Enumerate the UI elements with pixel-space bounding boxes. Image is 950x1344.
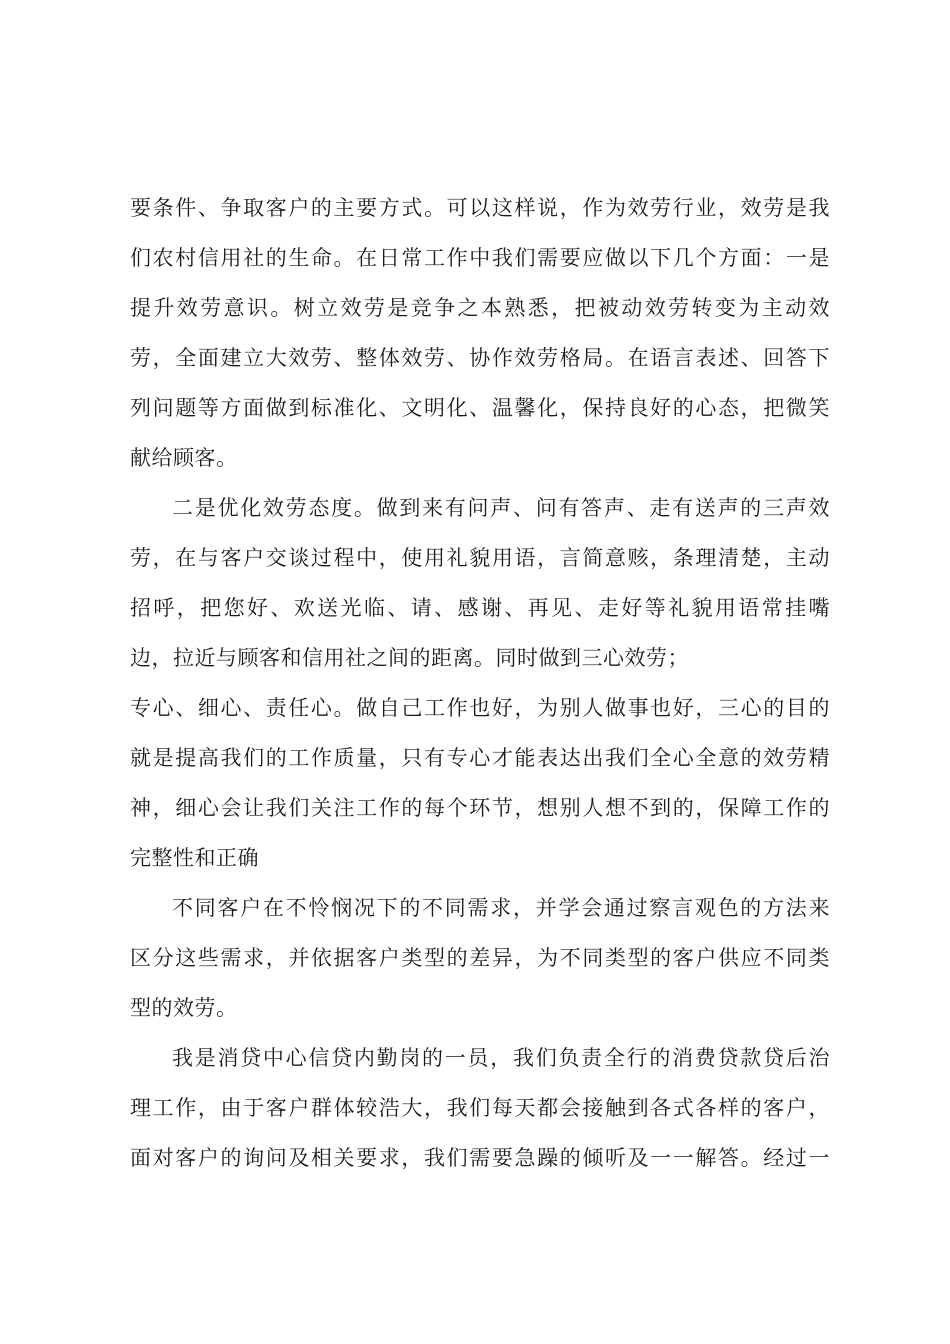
text-line: 面对客户的询问及相关要求，我们需要急躁的倾听及一一解答。经过一: [130, 1146, 830, 1170]
text-line: 理工作，由于客户群体较浩大，我们每天都会接触到各式各样的客户，: [130, 1096, 830, 1120]
paragraph-5: [130, 1033, 830, 1183]
text-line: 不同客户在不怜悯况下的不同需求，并学会通过察言观色的方法来: [172, 896, 830, 920]
text-line: 完整性和正确: [130, 846, 259, 870]
text-line: 神，细心会让我们关注工作的每个环节，想别人想不到的，保障工作的: [130, 796, 830, 820]
paragraph-1: [130, 183, 830, 483]
paragraph-3: [130, 683, 830, 883]
paragraph-4: [130, 883, 830, 1033]
text-line: 提升效劳意识。树立效劳是竞争之本熟悉，把被动效劳转变为主动效: [130, 296, 830, 320]
text-line: 二是优化效劳态度。做到来有问声、问有答声、走有送声的三声效: [172, 496, 830, 520]
text-line: 区分这些需求，并依据客户类型的差异，为不同类型的客户供应不同类: [130, 946, 830, 970]
text-line: 招呼，把您好、欢送光临、请、感谢、再见、走好等礼貌用语常挂嘴: [130, 596, 830, 620]
text-line: 要条件、争取客户的主要方式。可以这样说，作为效劳行业，效劳是我: [130, 196, 830, 220]
text-line: 专心、细心、责任心。做自己工作也好，为别人做事也好，三心的目的: [130, 696, 830, 720]
document-body: [130, 183, 830, 1183]
text-line: 我是消贷中心信贷内勤岗的一员，我们负责全行的消费贷款贷后治: [172, 1046, 830, 1070]
paragraph-2: [130, 483, 830, 683]
text-line: 献给顾客。: [130, 446, 238, 470]
text-line: 列问题等方面做到标准化、文明化、温馨化，保持良好的心态，把微笑: [130, 396, 830, 420]
text-line: 们农村信用社的生命。在日常工作中我们需要应做以下几个方面：一是: [130, 246, 830, 270]
text-line: 型的效劳。: [130, 996, 238, 1020]
text-line: 边，拉近与顾客和信用社之间的距离。同时做到三心效劳；: [130, 646, 689, 670]
text-line: 劳，全面建立大效劳、整体效劳、协作效劳格局。在语言表述、回答下: [130, 346, 830, 370]
text-line: 就是提高我们的工作质量，只有专心才能表达出我们全心全意的效劳精: [130, 746, 830, 770]
text-line: 劳，在与客户交谈过程中，使用礼貌用语，言简意赅，条理清楚，主动: [130, 546, 830, 570]
